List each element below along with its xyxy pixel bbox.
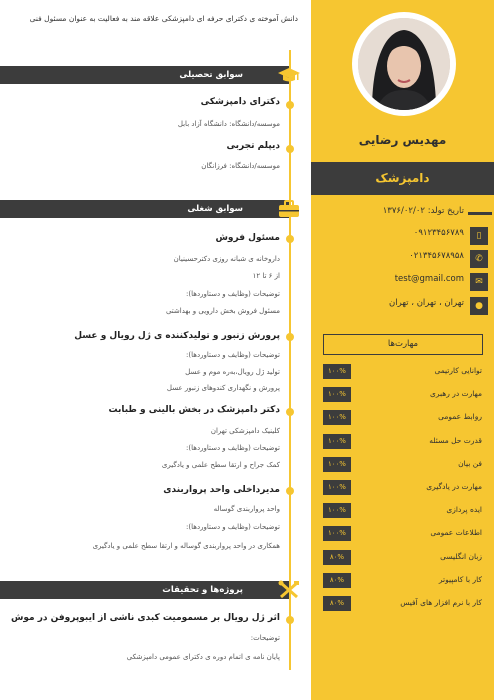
timeline-line <box>289 50 291 670</box>
projects-heading <box>0 581 289 599</box>
skill-name: فن بیان <box>458 458 482 468</box>
project-name: اثر ژل رویال بر مسمومیت کبدی ناشی از ایبوپروفن در موش <box>10 613 280 623</box>
mobile-text: ۰۹۱۲۳۴۵۶۷۸۹ <box>413 228 464 238</box>
education-school: موسسه/دانشگاه: دانشگاه آزاد بابل <box>177 120 280 128</box>
timeline-dot <box>286 235 294 243</box>
birthdate-text: تاریخ تولد: ۱۳۷۶/۰۲/۰۲ <box>382 206 464 216</box>
work-line: از ۶ تا ۱۲ <box>252 272 280 280</box>
skill-level-badge: ۱۰۰% <box>323 457 351 472</box>
skill-name: اطلاعات عمومی <box>430 528 482 538</box>
work-role: دکتر دامپزشک در بخش بالینی و طبابت <box>108 405 280 415</box>
work-line: توضیحات (وظایف و دستاوردها): <box>186 351 280 359</box>
education-title: سوابق تحصیلی <box>179 70 243 80</box>
work-line: توضیحات (وظایف و دستاوردها): <box>186 523 280 531</box>
email-text[interactable]: test@gmail.com <box>394 274 464 284</box>
person-name: مهدیس رضایی <box>358 133 447 147</box>
skill-name: زبان انگلیسی <box>440 551 482 561</box>
work-role: مدیرداخلی واحد پرواربندی <box>163 485 280 495</box>
timeline-dot <box>286 333 294 341</box>
skill-row <box>311 503 494 519</box>
address-text: تهران ، تهران ، تهران <box>388 298 464 308</box>
skill-level-badge: ۱۰۰% <box>323 503 351 518</box>
skill-name: کار با کامپیوتر <box>438 574 482 584</box>
work-role: مسئول فروش <box>215 233 280 243</box>
education-degree: دیپلم تجربی <box>226 141 280 151</box>
skill-row <box>311 480 494 496</box>
work-line: داروخانه ی شبانه روزی دکترحسینیان <box>173 255 280 263</box>
skill-level-badge: ۸۰% <box>323 550 351 565</box>
sidebar <box>311 0 494 700</box>
skills-heading: مهارت‌ها <box>323 334 483 355</box>
mobile-icon: ▯ <box>470 227 488 245</box>
skill-level-badge: ۱۰۰% <box>323 387 351 402</box>
location-pin-icon: ● <box>470 297 488 315</box>
skill-level-badge: ۱۰۰% <box>323 526 351 541</box>
work-title: سوابق شغلی <box>187 204 243 214</box>
work-line: واحد پرواربندی گوساله <box>213 505 280 513</box>
work-heading <box>0 200 289 218</box>
skill-row <box>311 364 494 380</box>
skill-row <box>311 550 494 566</box>
tools-icon <box>277 580 301 600</box>
skill-row <box>311 457 494 473</box>
skill-name: توانایی کارتیمی <box>434 366 482 375</box>
skill-row <box>311 434 494 450</box>
briefcase-icon <box>277 199 301 219</box>
project-line: توضیحات: <box>250 634 280 642</box>
email-icon: ✉ <box>470 273 488 291</box>
skill-row <box>311 596 494 612</box>
skill-row <box>311 526 494 542</box>
work-line: پرورش و نگهداری کندوهای زنبور عسل <box>166 384 280 392</box>
phone-icon: ✆ <box>470 250 488 268</box>
skill-row <box>311 573 494 589</box>
education-school: موسسه/دانشگاه: فرزانگان <box>201 162 280 170</box>
contact-email[interactable] <box>311 273 494 291</box>
contact-mobile <box>311 227 494 245</box>
birthdate-marker <box>468 212 492 215</box>
skill-name: ایده پردازی <box>446 505 482 515</box>
skill-name: قدرت حل مسئله <box>429 435 482 445</box>
skill-level-badge: ۸۰% <box>323 596 351 611</box>
projects-title: پروژه‌ها و تحقیقات <box>162 585 243 595</box>
contact-address <box>311 297 494 315</box>
work-line: کلینیک دامپزشکی تهران <box>210 427 280 435</box>
intro-text: دانش آموخته ی دکترای حرفه ای دامپزشکی علاقه مند به فعالیت به عنوان مسئول فنی <box>29 14 298 23</box>
skill-row <box>311 410 494 426</box>
education-heading <box>0 66 289 84</box>
timeline-dot <box>286 487 294 495</box>
skill-level-badge: ۱۰۰% <box>323 410 351 425</box>
education-degree: دکترای دامپزشکی <box>200 97 280 107</box>
work-line: کمک جراح و ارتقا سطح علمی و یادگیری <box>161 461 280 469</box>
work-line: توضیحات (وظایف و دستاوردها): <box>186 290 280 298</box>
skill-name: کار با نرم افزار های آفیس <box>400 598 482 607</box>
work-role: پرورش زنبور و تولیدکننده ی ژل رویال و عسل <box>74 331 280 341</box>
skill-level-badge: ۸۰% <box>323 573 351 588</box>
job-title: دامپزشک <box>311 162 494 195</box>
skill-row <box>311 387 494 403</box>
timeline-dot <box>286 145 294 153</box>
phone-text: ۰۲۱۳۴۵۶۷۸۹۵۸ <box>409 251 464 261</box>
project-line: پایان نامه ی اتمام دوره ی دکترای عمومی دامپزشکی <box>126 653 280 661</box>
graduation-cap-icon <box>277 65 301 85</box>
work-line: مسئول فروش بخش دارویی و بهداشتی <box>165 307 280 315</box>
timeline-dot <box>286 616 294 624</box>
profile-photo <box>358 18 450 110</box>
work-line: تولید ژل رویال،به‌ره موم و عسل <box>185 368 280 376</box>
skill-name: روابط عمومی <box>438 412 482 422</box>
profile-photo-image <box>358 18 450 110</box>
work-line: توضیحات (وظایف و دستاوردها): <box>186 444 280 452</box>
work-line: همکاری در واحد پرواربندی گوساله و ارتقا سطح علمی و یادگیری <box>92 542 280 550</box>
timeline-dot <box>286 101 294 109</box>
skill-name: مهارت در یادگیری <box>426 482 482 491</box>
skill-name: مهارت در رهبری <box>429 389 482 399</box>
skill-level-badge: ۱۰۰% <box>323 480 351 495</box>
profile-photo-frame <box>352 12 456 116</box>
skill-level-badge: ۱۰۰% <box>323 434 351 449</box>
contact-birthdate <box>311 205 494 223</box>
contact-phone <box>311 250 494 268</box>
skill-level-badge: ۱۰۰% <box>323 364 351 379</box>
timeline-dot <box>286 408 294 416</box>
